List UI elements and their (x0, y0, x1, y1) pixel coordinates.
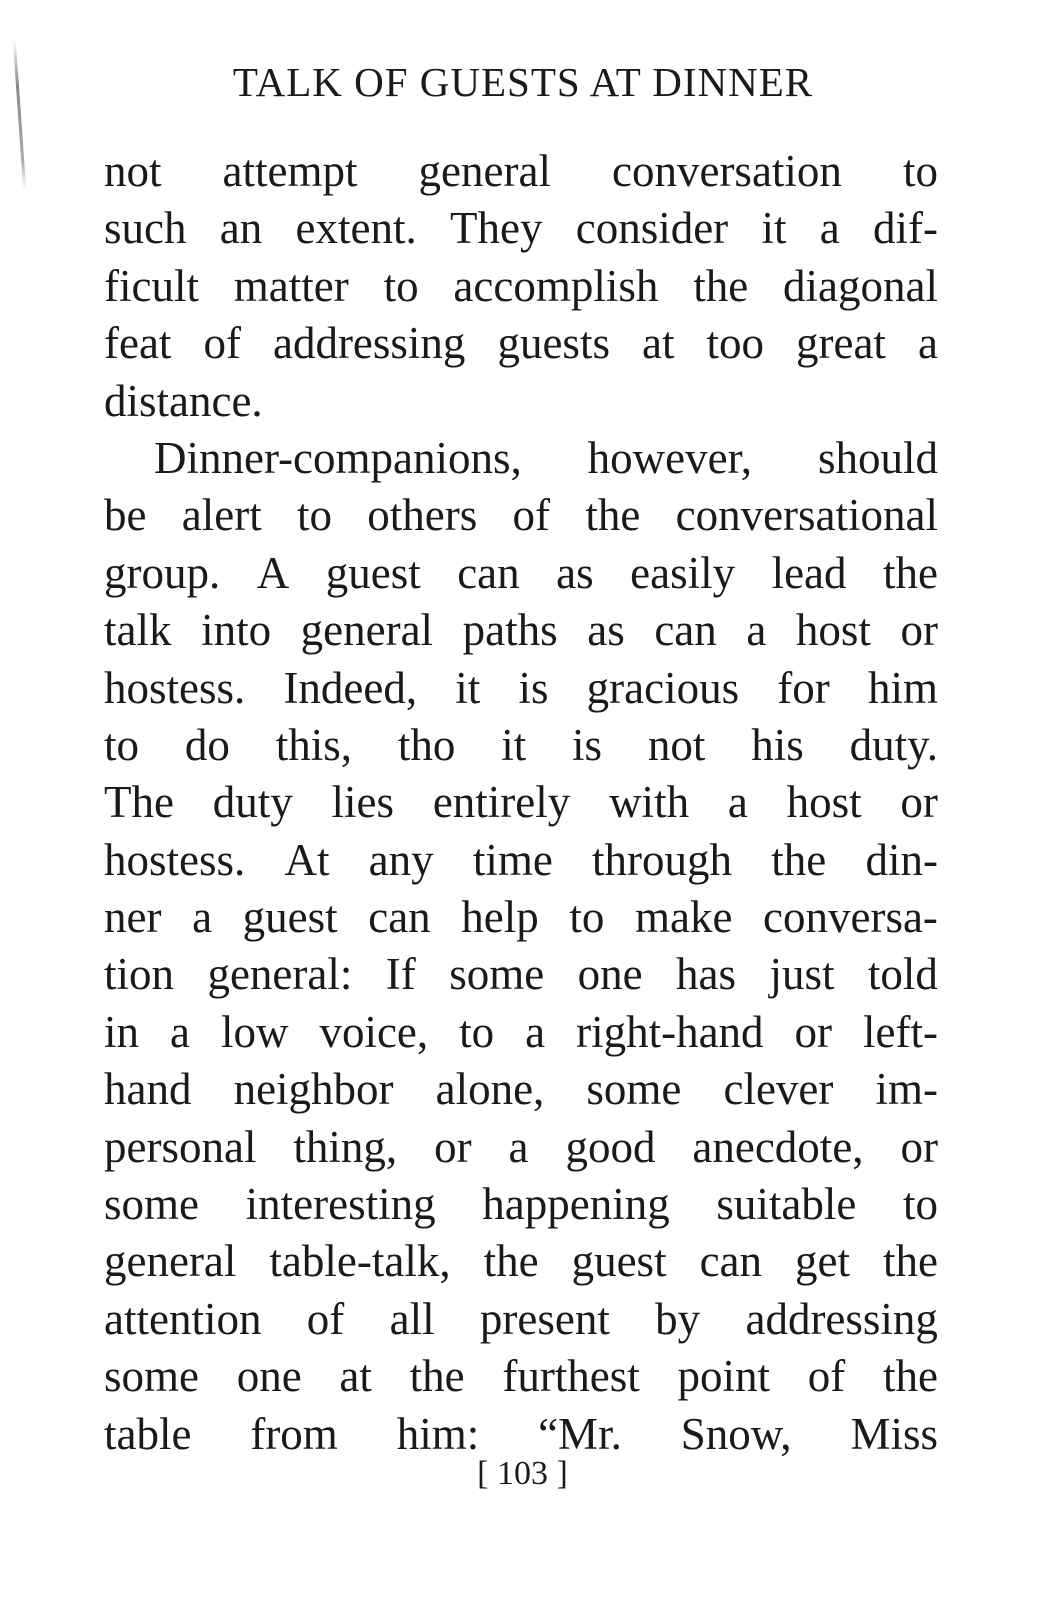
text-line (104, 1348, 938, 1405)
word: group. (104, 547, 221, 598)
word: anecdote, (692, 1121, 864, 1172)
word: happening (482, 1179, 670, 1230)
word: tion (104, 949, 175, 1000)
word: hostess. (104, 834, 246, 885)
word: can (654, 605, 717, 656)
word: thing, (293, 1121, 398, 1172)
word: to (902, 146, 938, 196)
word: im- (875, 1064, 938, 1115)
text-line (104, 774, 938, 831)
word: present (479, 1293, 610, 1344)
word: table (104, 1408, 192, 1459)
word: of (203, 318, 241, 369)
text-line (104, 1291, 938, 1348)
word: others (367, 490, 478, 541)
word: conversational (675, 490, 938, 541)
word: the (483, 1236, 539, 1287)
word: A (256, 547, 290, 598)
body-text (104, 143, 938, 1463)
word: general (418, 146, 551, 196)
word: point (677, 1351, 771, 1402)
word: one (236, 1351, 302, 1402)
word: in (104, 1006, 140, 1057)
word: great (796, 318, 886, 369)
word: talk (104, 605, 172, 656)
word: a (170, 1006, 190, 1057)
word: make (634, 892, 733, 943)
word: general (300, 605, 434, 656)
word: consider (575, 203, 729, 254)
word: the (771, 834, 827, 885)
text-line: distance. (104, 375, 263, 426)
word: through (592, 834, 733, 885)
word: personal (104, 1121, 257, 1172)
word: with (609, 777, 690, 828)
word: not (647, 719, 706, 770)
word: him (867, 662, 938, 713)
word: to (104, 719, 140, 770)
word: of (512, 490, 551, 541)
word: duty. (849, 719, 938, 770)
text-line (104, 1176, 938, 1233)
word: the (883, 1236, 938, 1287)
word: by (655, 1293, 701, 1344)
word: lead (771, 547, 847, 598)
word: conversa- (763, 892, 938, 943)
word: matter (233, 260, 349, 311)
word: of (807, 1351, 846, 1402)
text-line (104, 889, 938, 946)
word: it (761, 203, 787, 254)
word: an (219, 203, 263, 254)
word: At (284, 834, 330, 885)
word: should (817, 432, 938, 483)
running-head: TALK OF GUESTS AT DINNER (232, 59, 814, 105)
word: to (902, 1179, 938, 1230)
word: a (525, 1006, 546, 1057)
word: Snow, (680, 1408, 792, 1459)
text-line (104, 946, 938, 1003)
word: or (900, 777, 938, 828)
word: feat (104, 318, 172, 369)
word: guest (242, 892, 338, 943)
word: to (296, 490, 332, 541)
word: as (587, 605, 625, 656)
word: his (751, 719, 804, 770)
word: not (104, 146, 162, 196)
word: or (900, 1121, 938, 1172)
word: “Mr. (538, 1408, 622, 1459)
word: guest (325, 547, 421, 598)
word: however, (587, 432, 753, 483)
word: is (572, 719, 603, 770)
word: ner (104, 892, 162, 943)
word: help (461, 892, 539, 943)
word: entirely (432, 777, 571, 828)
text-line (104, 1061, 938, 1118)
word: paths (462, 605, 558, 656)
word: left- (863, 1006, 938, 1057)
word: host (795, 605, 871, 656)
word: tho (397, 719, 456, 770)
word: guests (497, 318, 610, 369)
word: for (777, 662, 830, 713)
word: the (693, 260, 749, 311)
word: the (585, 490, 641, 541)
scan-edge-mark (13, 40, 26, 190)
word: it (455, 662, 481, 713)
word: can (457, 547, 520, 598)
word: voice, (319, 1006, 429, 1057)
text-line (104, 545, 938, 602)
word: into (201, 605, 272, 656)
word: some (104, 1179, 199, 1230)
word: accomplish (453, 260, 659, 311)
text-line (104, 1004, 938, 1061)
word: alone, (435, 1064, 545, 1115)
word: interesting (245, 1179, 436, 1230)
word: or (900, 605, 938, 656)
word: it (501, 719, 527, 770)
word: alert (181, 490, 262, 541)
page-number: [ 103 ] (477, 1455, 568, 1492)
word: Indeed, (283, 662, 418, 713)
word: duty (212, 777, 293, 828)
word: or (434, 1121, 472, 1172)
word: has (676, 949, 737, 1000)
word: suitable (716, 1179, 857, 1230)
word: to (569, 892, 605, 943)
word: get (795, 1236, 851, 1287)
word: time (472, 834, 553, 885)
word: some (449, 949, 545, 1000)
word: right-hand (576, 1006, 764, 1057)
word: a (727, 777, 748, 828)
word: conversation (612, 146, 842, 196)
word: The (104, 777, 174, 828)
word: can (368, 892, 431, 943)
word: neighbor (233, 1064, 394, 1115)
text-line (104, 143, 938, 200)
word: as (556, 547, 594, 598)
word: a (917, 318, 938, 369)
word: a (819, 203, 840, 254)
word: just (769, 949, 835, 1000)
word: a (746, 605, 767, 656)
text-line (104, 832, 938, 889)
word: be (104, 490, 147, 541)
text-line (104, 487, 938, 544)
word: Miss (850, 1408, 938, 1459)
word: from (250, 1408, 338, 1459)
word: attempt (222, 146, 358, 196)
text-line (104, 660, 938, 717)
text-line (104, 258, 938, 315)
word: the (883, 547, 938, 598)
word: too (706, 318, 764, 369)
word: the (882, 1351, 938, 1402)
word: to (383, 260, 419, 311)
word: this, (275, 719, 352, 770)
word: din- (865, 834, 938, 885)
text-line (104, 200, 938, 257)
word: general: (207, 949, 353, 1000)
text-line (104, 315, 938, 372)
word: guest (571, 1236, 667, 1287)
word: ficult (104, 260, 199, 311)
word: hand (104, 1064, 192, 1115)
word: low (220, 1006, 289, 1057)
word: addressing (272, 318, 466, 369)
word: at (641, 318, 675, 369)
word: one (577, 949, 643, 1000)
word: of (306, 1293, 345, 1344)
word: a (192, 892, 213, 943)
text-line (104, 1119, 938, 1176)
word: host (786, 777, 862, 828)
word: addressing (745, 1293, 938, 1344)
text-line (104, 1233, 938, 1290)
word: diagonal (783, 260, 938, 311)
word: some (104, 1351, 199, 1402)
word: or (794, 1006, 833, 1057)
word: is (518, 662, 549, 713)
word: Dinner-companions, (154, 432, 522, 483)
word: lies (331, 777, 395, 828)
word: gracious (586, 662, 740, 713)
word: general (104, 1236, 237, 1287)
word: some (586, 1064, 682, 1115)
word: hostess. (104, 662, 246, 713)
word: They (449, 203, 543, 254)
word: a (508, 1121, 529, 1172)
text-line (104, 717, 938, 774)
text-line (104, 602, 938, 659)
word: dif- (872, 203, 938, 254)
word: good (565, 1121, 656, 1172)
word: any (368, 834, 434, 885)
word: table-talk, (269, 1236, 451, 1287)
word: the (409, 1351, 465, 1402)
word: at (339, 1351, 372, 1402)
word: to (459, 1006, 495, 1057)
word: easily (630, 547, 736, 598)
word: do (184, 719, 230, 770)
text-line (104, 430, 938, 487)
word: told (867, 949, 938, 1000)
word: such (104, 203, 187, 254)
word: If (385, 949, 416, 1000)
word: furthest (502, 1351, 640, 1402)
word: attention (104, 1293, 262, 1344)
word: all (389, 1293, 435, 1344)
word: him: (396, 1408, 480, 1459)
word: can (699, 1236, 763, 1287)
word: extent. (295, 203, 417, 254)
word: clever (723, 1064, 834, 1115)
